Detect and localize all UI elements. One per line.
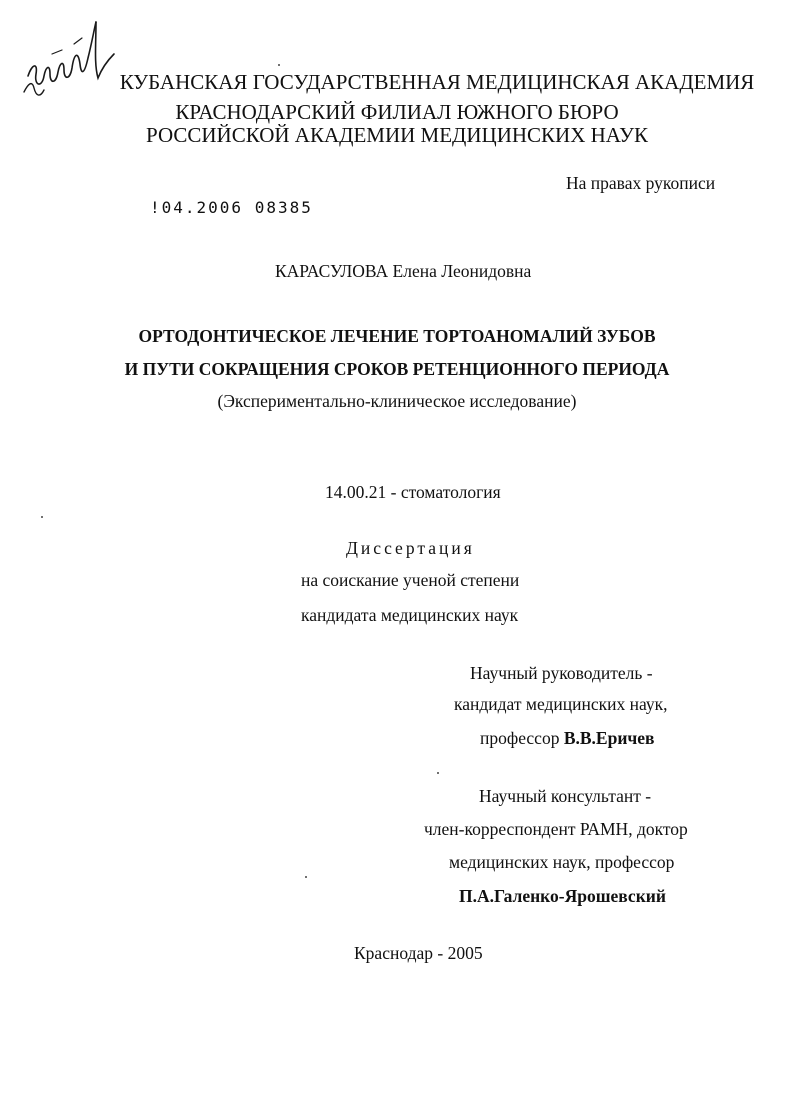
dissertation-label: Диссертация [346, 538, 475, 558]
dissertation-subtitle: (Экспериментально-клиническое исследование) [217, 391, 577, 411]
institution-line-3: РОССИЙСКОЙ АКАДЕМИИ МЕДИЦИНСКИХ НАУК [146, 123, 648, 147]
dissertation-title-line-1: ОРТОДОНТИЧЕСКОЕ ЛЕЧЕНИЕ ТОРТОАНОМАЛИЙ ЗУБОВ [138, 326, 656, 346]
degree-line-1: на соискание ученой степени [301, 570, 520, 590]
supervisor-title [480, 730, 655, 748]
scan-speck [41, 516, 43, 518]
institution-line-2: КРАСНОДАРСКИЙ ФИЛИАЛ ЮЖНОГО БЮРО [175, 100, 619, 124]
scan-speck [437, 772, 439, 774]
supervisor-role: Научный руководитель - [470, 663, 653, 683]
consultant-role: Научный консультант - [479, 786, 652, 806]
scan-speck [278, 64, 280, 66]
consultant-name: П.А.Галенко-Ярошевский [459, 886, 666, 906]
supervisor-degree: кандидат медицинских наук, [454, 694, 668, 714]
city-year: Краснодар - 2005 [354, 943, 483, 963]
consultant-line-1: член-корреспондент РАМН, доктор [424, 819, 688, 839]
degree-line-2: кандидата медицинских наук [301, 605, 519, 625]
registration-stamp: !04.2006 08385 [150, 198, 313, 217]
dissertation-title-line-2: И ПУТИ СОКРАЩЕНИЯ СРОКОВ РЕТЕНЦИОННОГО ПЕРИОДА [124, 359, 670, 379]
supervisor-name: В.В.Еричев [563, 728, 655, 748]
scan-speck [305, 876, 307, 878]
consultant-line-2: медицинских наук, профессор [449, 852, 675, 872]
author-name: КАРАСУЛОВА Елена Леонидовна [275, 261, 532, 281]
institution-line-1: КУБАНСКАЯ ГОСУДАРСТВЕННАЯ МЕДИЦИНСКАЯ АКАДЕМИЯ [119, 70, 755, 94]
specialty: 14.00.21 - стоматология [325, 482, 501, 502]
rights-note: На правах рукописи [566, 173, 716, 193]
supervisor-title-prefix: профессор [480, 728, 560, 748]
